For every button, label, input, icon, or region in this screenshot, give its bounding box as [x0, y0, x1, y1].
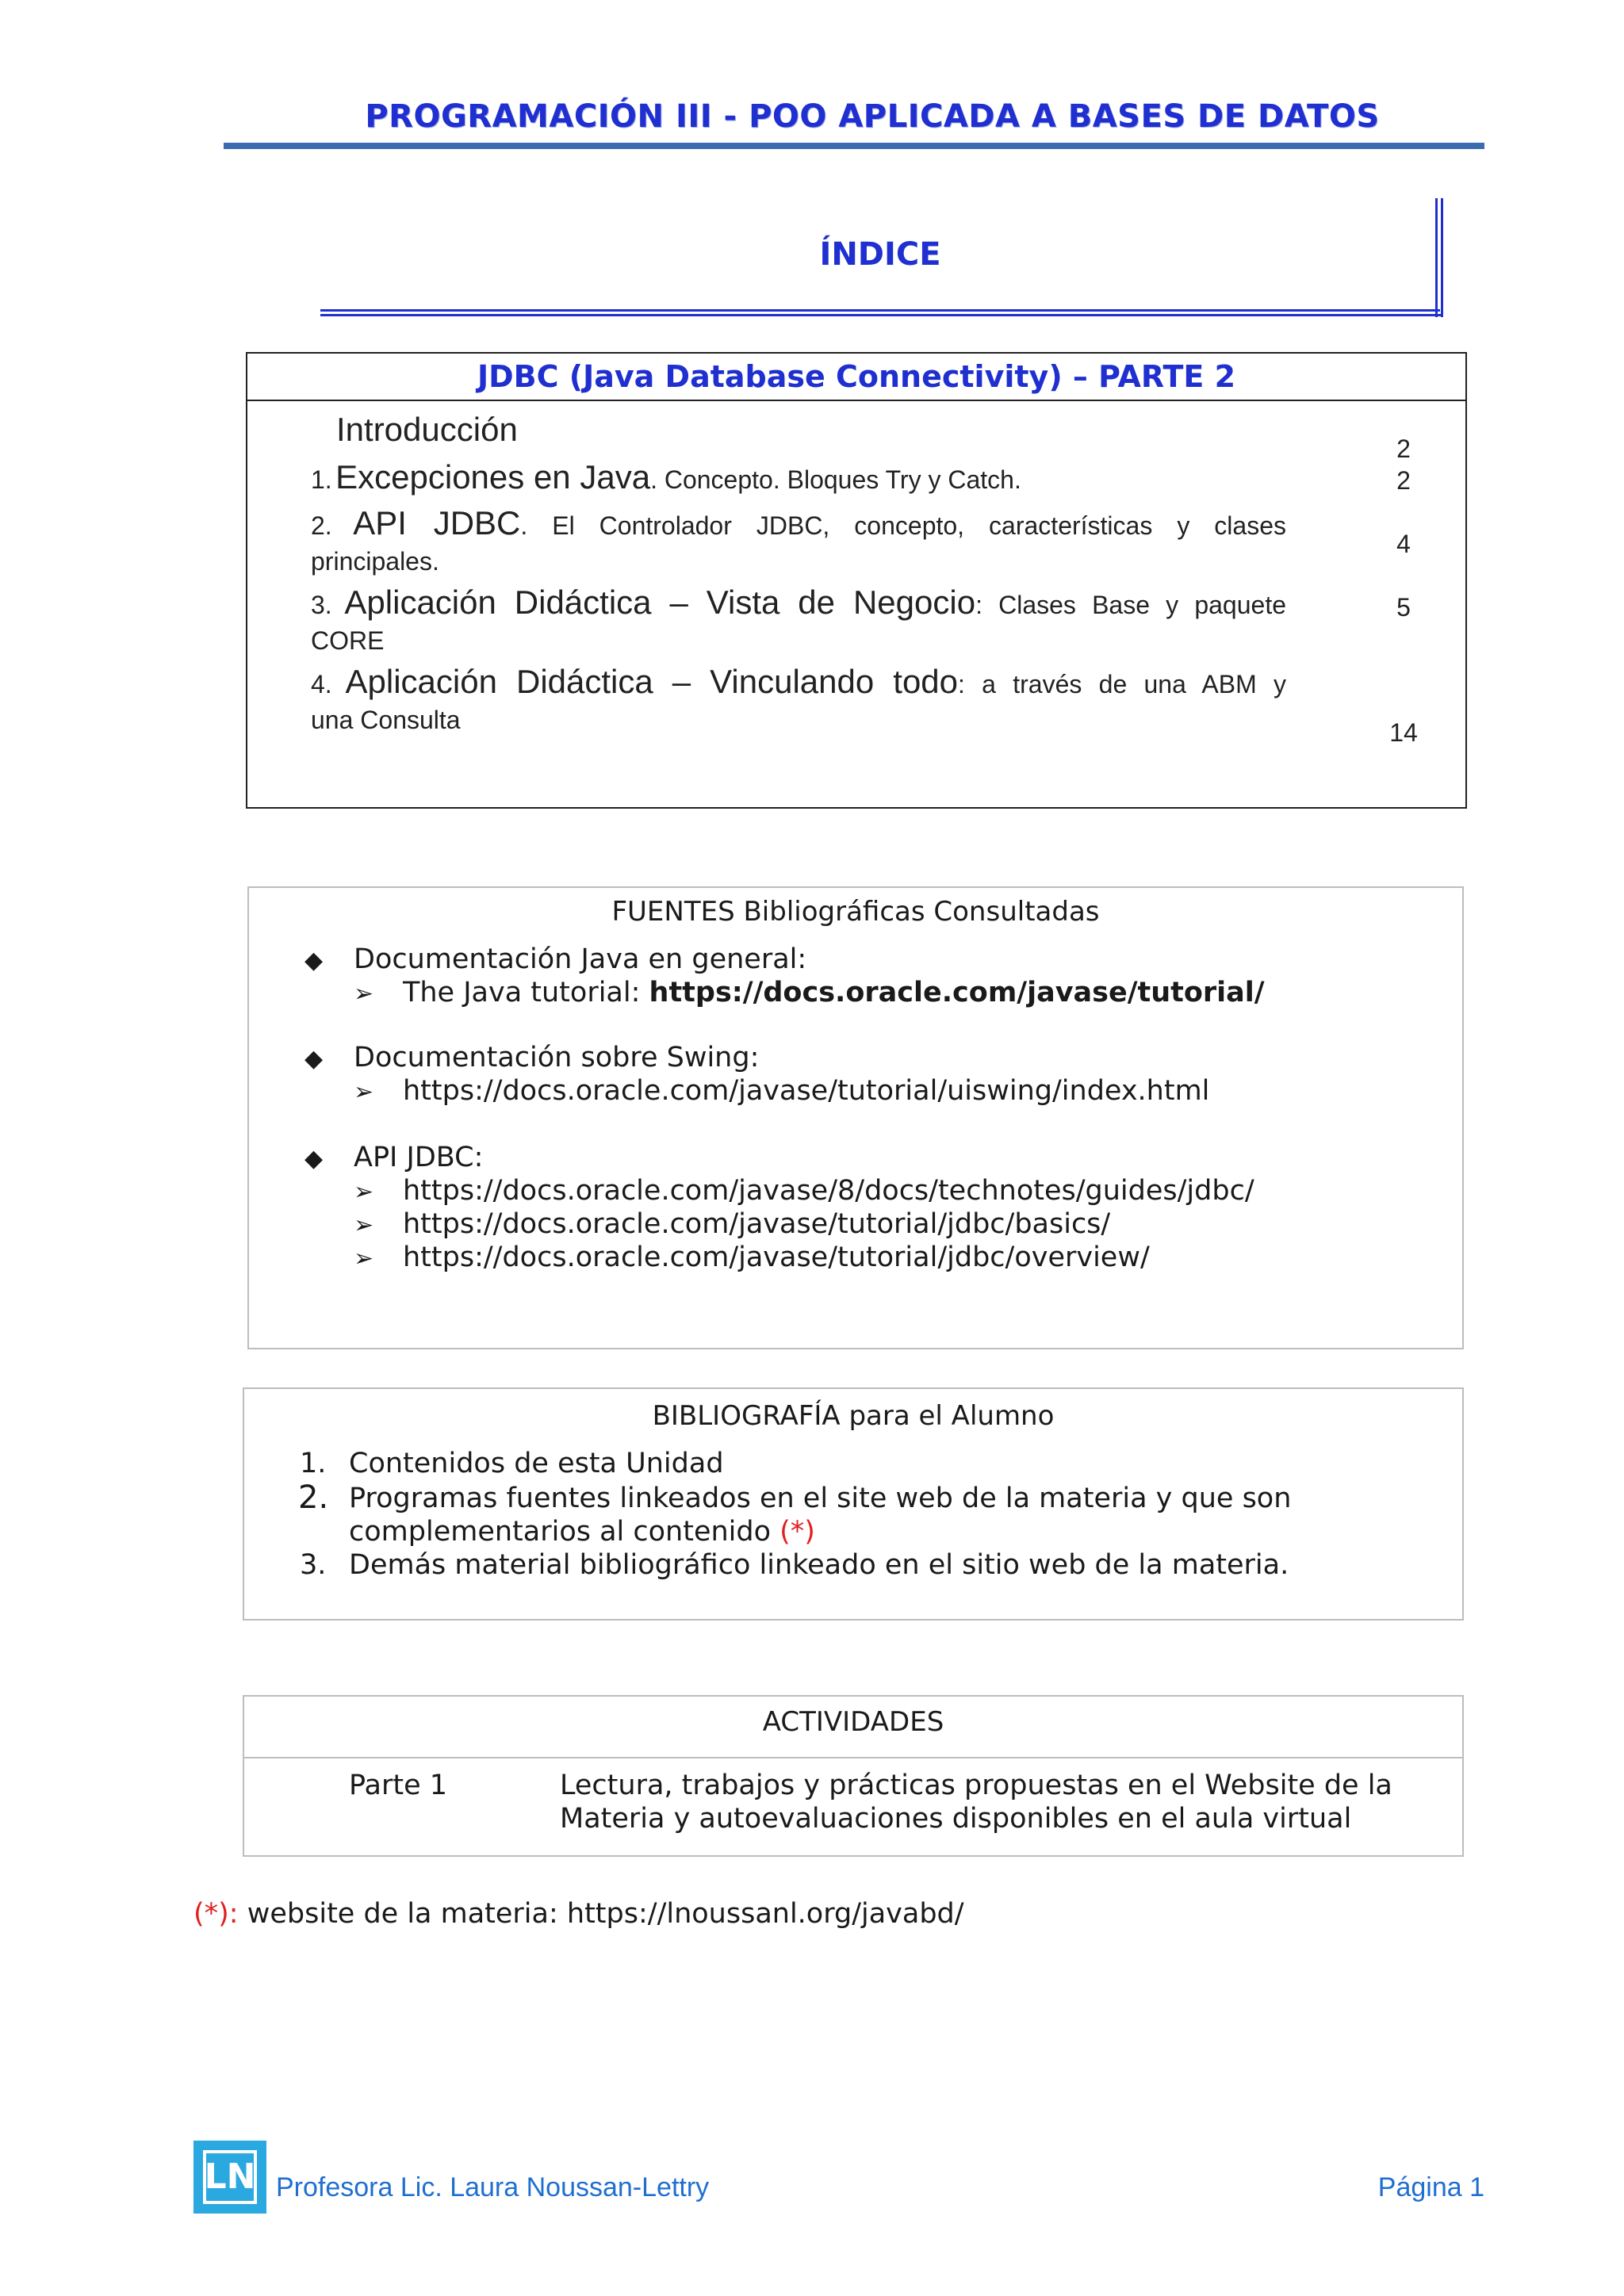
toc-page-number: 4 — [1396, 530, 1411, 558]
toc-entry-number: 2. — [311, 511, 332, 540]
document-header-title: PROGRAMACIÓN III - POO APLICADA A BASES DE DATOS — [365, 98, 1380, 135]
toc-entry-heading: Aplicación Didáctica – Vinculando todo — [345, 663, 959, 700]
index-frame-line — [320, 309, 1440, 312]
bibliography-item: Demás material bibliográfico linkeado en el sitio web de la materia. — [349, 1549, 1289, 1581]
arrow-bullet-icon: ➢ — [354, 1245, 374, 1272]
toc-entry-detail-cont: principales. — [311, 547, 439, 576]
arrow-bullet-icon: ➢ — [354, 980, 374, 1008]
diamond-bullet-icon: ◆ — [304, 947, 324, 974]
sources-link — [403, 977, 1265, 1008]
toc-entry-detail: : a través de una ABM y — [958, 670, 1286, 698]
arrow-bullet-icon: ➢ — [354, 1211, 374, 1239]
arrow-bullet-icon: ➢ — [354, 1178, 374, 1206]
logo-text: LN — [204, 2156, 256, 2197]
bibliography-item: Contenidos de esta Unidad — [349, 1448, 724, 1479]
sources-group-label: Documentación Java en general: — [354, 943, 807, 975]
toc-entry — [311, 504, 1286, 542]
toc-entry-heading: Aplicación Didáctica – Vista de Negocio — [344, 584, 976, 621]
toc-entry-detail: . Concepto. Bloques Try y Catch. — [650, 465, 1021, 494]
diamond-bullet-icon: ◆ — [304, 1145, 324, 1173]
toc-entry — [311, 458, 1021, 496]
toc-entry-detail: . El Controlador JDBC, concepto, características y clases — [520, 511, 1287, 540]
bibliography-item-number: 1. — [300, 1448, 327, 1479]
toc-entry-heading: Excepciones en Java — [335, 458, 651, 496]
footer-author: Profesora Lic. Laura Noussan-Lettry — [276, 2172, 710, 2202]
activities-divider — [243, 1757, 1464, 1758]
activities-part-label: Parte 1 — [349, 1770, 448, 1801]
header-rule — [224, 143, 1484, 149]
activities-description: Lectura, trabajos y prácticas propuestas en el Website de la — [560, 1770, 1392, 1801]
toc-page-number: 2 — [1396, 434, 1411, 463]
sources-link-url[interactable]: https://docs.oracle.com/javase/tutorial/ — [649, 977, 1265, 1008]
toc-title: JDBC (Java Database Connectivity) – PARTE 2 — [477, 359, 1236, 394]
toc-entry-heading: API JDBC — [353, 504, 521, 541]
sources-link-url[interactable]: https://docs.oracle.com/javase/tutorial/jdbc/overview/ — [403, 1242, 1150, 1273]
bibliography-item-text: complementarios al contenido — [349, 1516, 780, 1548]
footnote-marker: (*) — [779, 1516, 815, 1548]
toc-entry-detail-cont: una Consulta — [311, 706, 461, 734]
bibliography-item-number: 2. — [298, 1479, 329, 1516]
index-frame-line — [1441, 198, 1443, 317]
toc-page-number: 5 — [1396, 593, 1411, 622]
toc-header-divider — [246, 400, 1467, 401]
toc-page-number: 14 — [1389, 718, 1418, 747]
bibliography-item: Programas fuentes linkeados en el site web de la materia y que son — [349, 1483, 1292, 1514]
footnote-marker: (*): — [193, 1898, 239, 1930]
footnote — [193, 1898, 964, 1930]
sources-link-url[interactable]: https://docs.oracle.com/javase/tutorial/jdbc/basics/ — [403, 1208, 1111, 1240]
bibliography-item-cont — [349, 1516, 815, 1548]
toc-entry-detail: : Clases Base y paquete — [975, 591, 1287, 619]
arrow-bullet-icon: ➢ — [354, 1078, 374, 1106]
toc-entry-number: 1. — [311, 465, 332, 494]
toc-entry-number: 4. — [311, 670, 332, 698]
toc-entry-detail-cont: CORE — [311, 626, 385, 655]
sources-link-url[interactable]: https://docs.oracle.com/javase/tutorial/uiswing/index.html — [403, 1075, 1210, 1107]
sources-group-label: API JDBC: — [354, 1142, 484, 1173]
index-frame-line — [320, 314, 1443, 316]
footer-page-number: Página 1 — [1377, 2172, 1484, 2202]
toc-page-number: 2 — [1396, 466, 1411, 495]
toc-entry — [311, 584, 1286, 622]
sources-title: FUENTES Bibliográficas Consultadas — [611, 896, 1100, 928]
bibliography-item-number: 3. — [300, 1549, 327, 1581]
toc-entry — [311, 663, 1286, 701]
activities-title: ACTIVIDADES — [762, 1706, 944, 1738]
sources-group-label: Documentación sobre Swing: — [354, 1042, 760, 1073]
bibliography-title: BIBLIOGRAFÍA para el Alumno — [652, 1400, 1055, 1432]
diamond-bullet-icon: ◆ — [304, 1045, 324, 1073]
toc-entry-number: 3. — [311, 591, 332, 619]
index-frame-line — [1435, 198, 1438, 317]
footnote-text: website de la materia: https://lnoussanl.org/javabd/ — [238, 1898, 964, 1930]
sources-link-url[interactable]: https://docs.oracle.com/javase/8/docs/technotes/guides/jdbc/ — [403, 1175, 1254, 1207]
activities-description-cont: Materia y autoevaluaciones disponibles en el aula virtual — [560, 1803, 1352, 1835]
toc-intro-label: Introducción — [336, 411, 518, 448]
sources-link-prefix: The Java tutorial: — [403, 977, 649, 1008]
index-title: ÍNDICE — [819, 236, 941, 273]
